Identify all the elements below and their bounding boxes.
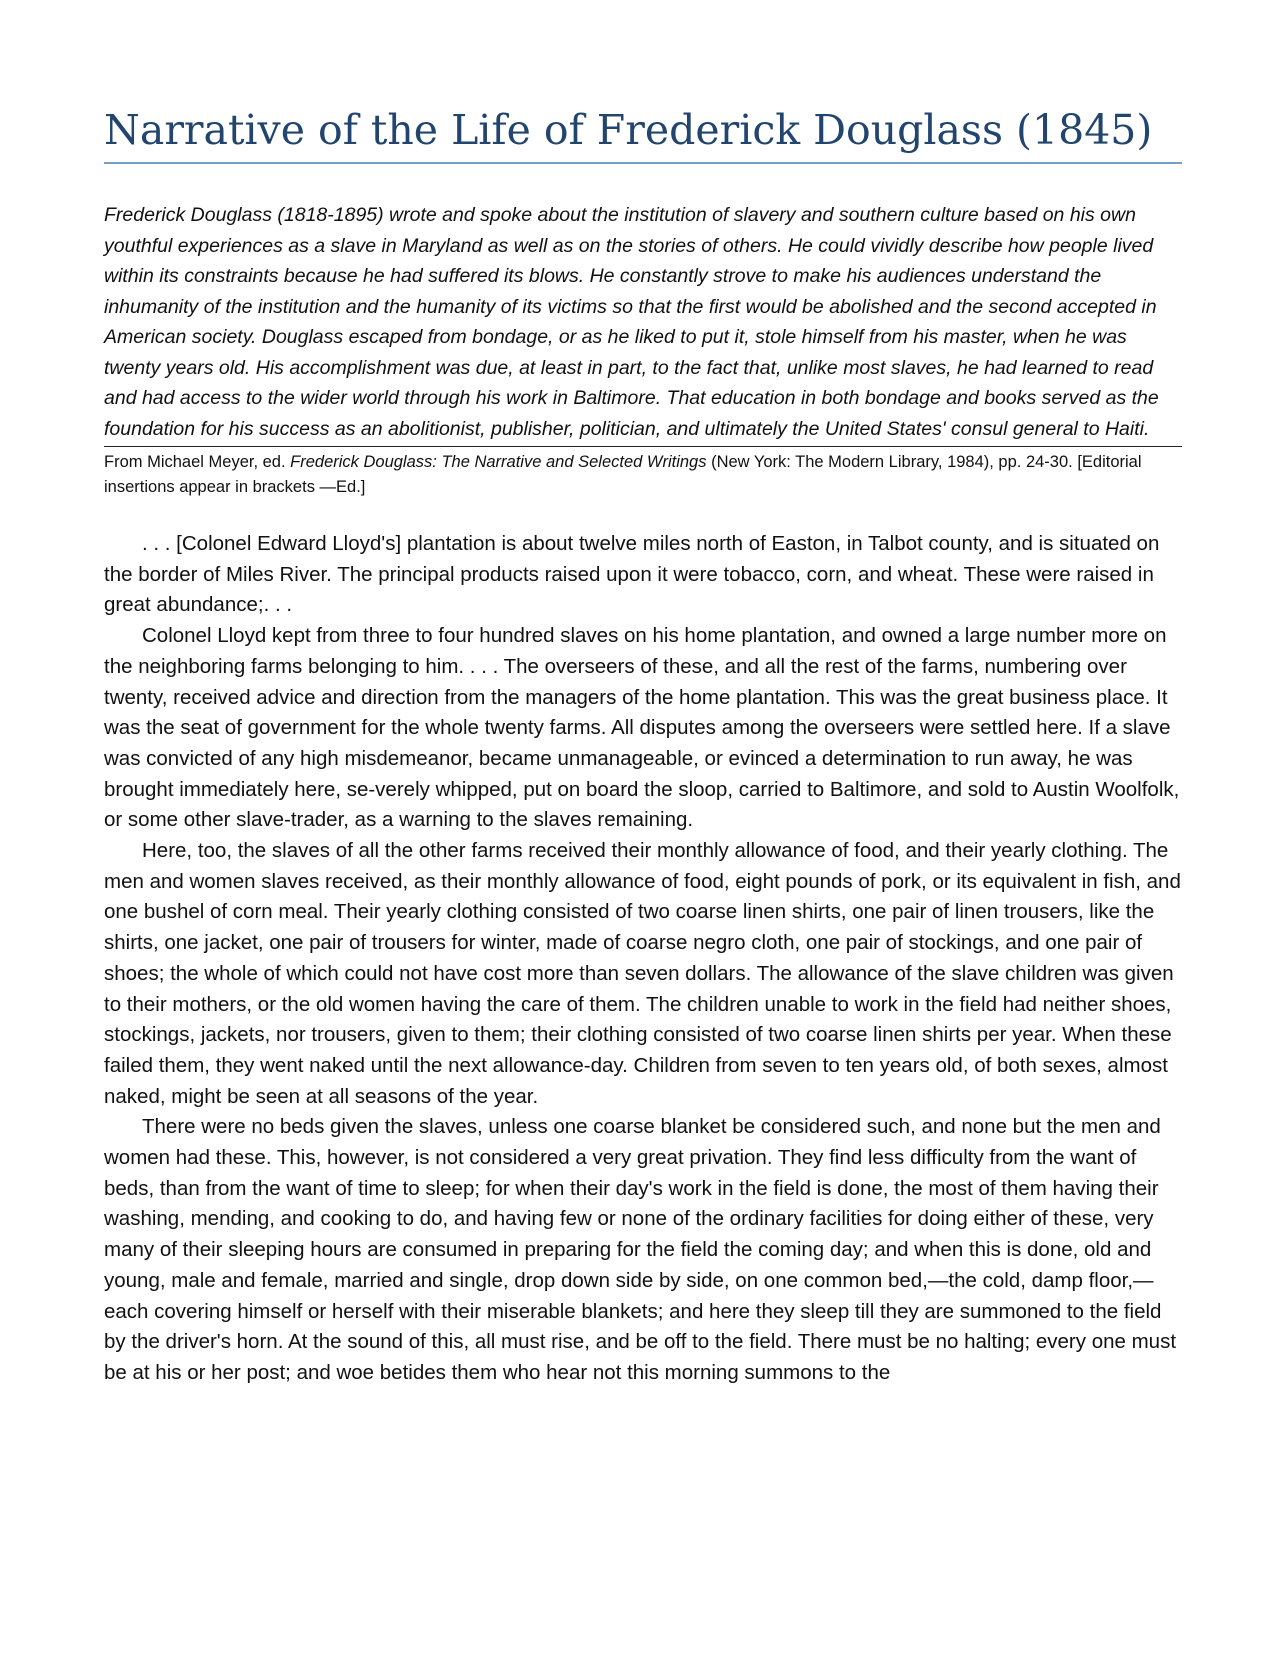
source-prefix: From Michael Meyer, ed.: [104, 453, 291, 471]
body-paragraph: Colonel Lloyd kept from three to four hundred slaves on his home plantation, and owned a large number more on the neighboring farms belonging to him. . . . The overseers of these, and all the rest of the farms, numbering over twenty, received advice and direction from the managers of the home plantation. This was the great business place. It was the seat of government for the whole twenty farms. All disputes among the overseers were settled here. If a slave was convicted of any high misdemeanor, became unmanageable, or evinced a determination to run away, he was brought immediately here, se-verely whipped, put on board the sloop, carried to Baltimore, and sold to Austin Woolfolk, or some other slave-trader, as a warning to the slaves remaining.: [104, 624, 1180, 832]
source-book-title: Frederick Douglass: The Narrative and Selected Writings: [290, 453, 707, 471]
source-suffix: (New York: The Modern Library, 1984), pp. 24-30. [Editorial insertions appear in brackets —Ed.]: [104, 453, 1142, 496]
body-paragraph: Here, too, the slaves of all the other farms received their monthly allowance of food, and their yearly clothing. The men and women slaves received, as their monthly allowance of food, eight pounds of pork, or its equivalent in fish, and one bushel of corn meal. Their yearly clothing consisted of two coarse linen shirts, one pair of linen trousers, like the shirts, one jacket, one pair of trousers for winter, made of coarse negro cloth, one pair of stockings, and one pair of shoes; the whole of which could not have cost more than seven dollars. The allowance of the slave children was given to their mothers, or the old women having the care of them. The children unable to work in the field had neither shoes, stockings, jackets, nor trousers, given to them; their clothing consisted of two coarse linen shirts per year. When these failed them, they went naked until the next allowance-day. Children from seven to ten years old, of both sexes, almost naked, might be seen at all seasons of the year.: [104, 839, 1181, 1108]
narrative-body: [104, 529, 1182, 1389]
body-paragraph: There were no beds given the slaves, unless one coarse blanket be considered such, and none but the men and women had these. This, however, is not considered a very great privation. They find less difficulty from the want of beds, than from the want of time to sleep; for when their day's work in the field is done, the most of them having their washing, mending, and cooking to do, and having few or none of the ordinary facilities for doing either of these, very many of their sleeping hours are consumed in preparing for the field the coming day; and when this is done, old and young, male and female, married and single, drop down side by side, on one common bed,—the cold, damp floor,—each covering himself or herself with their miserable blankets; and here they sleep till they are summoned to the field by the driver's horn. At the sound of this, all must rise, and be off to the field. There must be no halting; every one must be at his or her post; and woe betides them who hear not this morning summons to the: [104, 1115, 1177, 1384]
intro-paragraph: Frederick Douglass (1818-1895) wrote and spoke about the institution of slavery and southern culture based on his own youthful experiences as a slave in Maryland as well as on the stories of others. He could vividly describe how people lived within its constraints because he had suffered its blows. He constantly strove to make his audiences understand the inhumanity of the institution and the humanity of its victims so that the first would be abolished and the second accepted in American society. Douglass escaped from bondage, or as he liked to put it, stole himself from his master, when he was twenty years old. His accomplishment was due, at least in part, to the fact that, unlike most slaves, he had learned to read and had access to the wider world through his work in Baltimore. That education in both bondage and books served as the foundation for his success as an abolitionist, publisher, politician, and ultimately the United States' consul general to Haiti.: [104, 200, 1182, 447]
document-title: Narrative of the Life of Frederick Douglass (1845): [104, 0, 1182, 164]
document-page: [104, 0, 1182, 1389]
body-paragraph: . . . [Colonel Edward Lloyd's] plantation is about twelve miles north of Easton, in Talbot county, and is situated on the border of Miles River. The principal products raised upon it were tobacco, corn, and wheat. These were raised in great abundance;. . .: [104, 532, 1160, 617]
source-citation: [104, 450, 1182, 500]
